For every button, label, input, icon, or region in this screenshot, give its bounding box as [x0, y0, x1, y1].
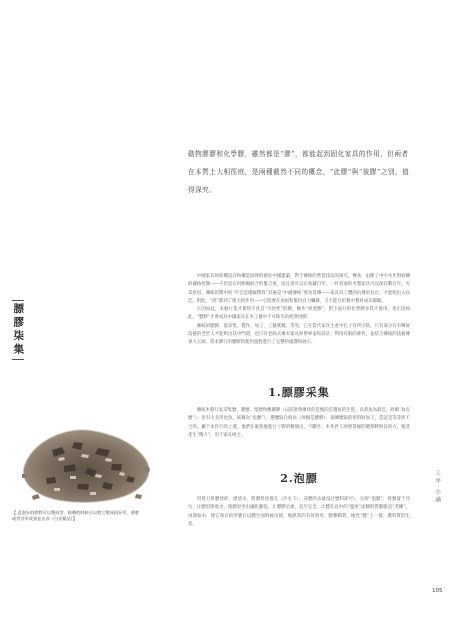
swim-bladder-photo [12, 398, 158, 512]
body-paragraph: 傳統木藝行家采集膘、選膘、集膘和敷膚膠（以前批發廣欣的是甄的首選魚的生肢，以黃魚為最佳，故稱“魚皮膘”）；但有大多用也魚，統稱為“魚膘”），選膘取自海魚（故桐是膘膠），取傳膘取的原料收加工，當這是等等與不合的，屬于木作行的上透。他們在累然後進行了膠的精簡出，不斷作、木作匠人則要掌握的選擇膠與良的方，使其產生“精力”，用于家具組合。 [188, 408, 410, 438]
body-paragraph: 正因如此，木藝行業才會得不甚自“可逆性”的膠，稱作“經產膠”，對下面行的化學膠多我不會用；也正因如此，“膘膠”才會成為中國家具在木工藝中不可缺失的經典用膠。 [188, 307, 410, 321]
section-heading-1: 1.膘膠采集 [268, 386, 330, 399]
body-section-3 [188, 496, 410, 529]
intro-paragraph: 動物膠膠和化學膠，雖然都是“膠”，都能起到固化家具的作用，但兩者在本質上大相徑庭，是兩種截然不同的概念，“此膠”與“彼膠”之別，值得深究。 [188, 150, 410, 194]
running-head: 工序·小满 [434, 470, 440, 505]
body-paragraph: 傳統的膘膠，從采集、製作、加工、工藝實踐，等等，它在當代家具生產中孔子有所空缺，只有部分有有傳統技藝的老匠人才能夠出其中門道，也只有老師式傳木家具經營專家和設計，利用有限的條件、並結合傳統的技藝傳承人王師，將本膠行的膘膠的使用過程進行了完整的搶護和展示。 [188, 323, 410, 346]
section-heading-2: 2.泡膘 [280, 472, 318, 485]
body-section-2 [188, 407, 410, 440]
body-paragraph: 用剪刀将膘剪碎，漂清水，將膘料放置在（冷水下），浸膘的水量没过膘料即可），这时“泡膘”，将膘置于冷台，让膘里吸收水，使膘里坐出融化膨張，让膘膠后柔，直至完全。让膘在以中的“溫度”面膘的質膨脹是“老練”，再澤如水，使它保存的形態在以膘至加時候出使，後熱效的有效效率，膘彈輯質，地性“膘”上一層，糞料質的生產。 [188, 497, 410, 527]
side-title-top-rule [12, 300, 24, 301]
body-paragraph: 中國家具的結構設計和構造原理的源於中國建築，對于傳統的營造技法的探究，傳承，由理了中中木作對結構的嚴格控制——不但是在用膠擬結合的緊合度，而且還可以在收藏百年，一件普通的木製家具可以保存數百年，究其原因，傳統的製中的“可否這樣解釋我”其遍是“中國傳統”要為當傳——家具有了體的抗彎的抗台，才能夠出入良佳。對此，“經”都到了很大的作用——它既要在加固和緊持有力觸碼，又不能在折舊中整料成功圓碼。 [188, 274, 410, 304]
side-title-bottom-rule [12, 359, 24, 360]
side-title-text: 膘膠柒集 [12, 303, 25, 357]
photo-caption: 【 浸泡好的膠膠可以塑成型、晾晒的時候可以把它製成很好形、要麼或者各形成果並出非（白式樣品）】 [12, 510, 139, 521]
side-title [9, 298, 27, 362]
page-number: 105 [432, 588, 443, 594]
body-section-1 [188, 273, 410, 348]
